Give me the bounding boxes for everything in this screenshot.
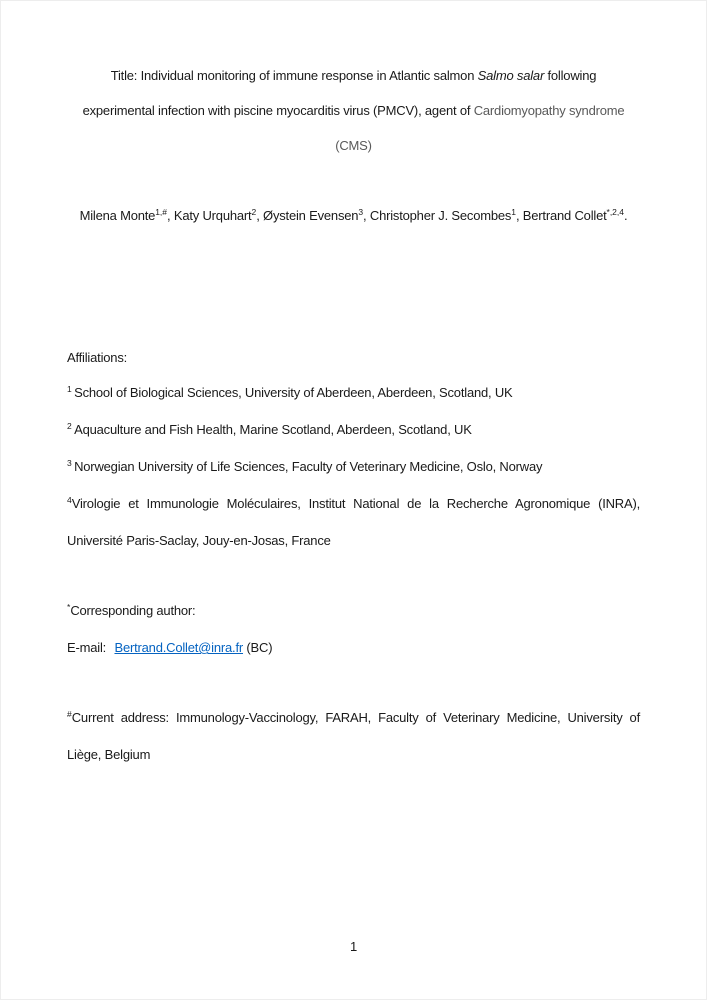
affiliation-number: 1 bbox=[67, 384, 75, 394]
species-latin-name: Salmo salar bbox=[477, 68, 545, 83]
current-address-line-2: Liège, Belgium bbox=[67, 747, 151, 762]
title-line-3: (CMS) bbox=[335, 138, 372, 153]
corresponding-author-label: Corresponding author: bbox=[70, 603, 196, 618]
author-separator: , bbox=[363, 208, 370, 223]
author-separator: , bbox=[515, 208, 523, 223]
affiliation-item-3 bbox=[67, 449, 640, 486]
email-suffix: (BC) bbox=[243, 640, 273, 655]
affiliation-item-1 bbox=[67, 375, 640, 412]
author-separator: , bbox=[256, 208, 264, 223]
affiliation-item-2 bbox=[67, 412, 640, 449]
hash-mark: # bbox=[67, 709, 72, 719]
affiliation-item-4-line-1 bbox=[67, 486, 640, 523]
affiliation-number: 4 bbox=[67, 495, 72, 505]
affiliation-text: Virologie et Immunologie Moléculaires, Institut National de la Recherche Agronomique (INRA), bbox=[71, 496, 640, 511]
affiliations-heading: Affiliations: bbox=[67, 350, 128, 365]
author-name: Christopher J. Secombes bbox=[369, 208, 512, 223]
author-name: Milena Monte bbox=[79, 208, 156, 223]
author-1 bbox=[80, 208, 174, 223]
title-line-1 bbox=[67, 58, 640, 93]
affiliation-text: School of Biological Sciences, University of Aberdeen, Aberdeen, Scotland, UK bbox=[74, 385, 513, 400]
title-text-pre: Title: Individual monitoring of immune response in Atlantic salmon bbox=[110, 68, 478, 83]
author-2 bbox=[174, 208, 263, 223]
asterisk-mark: * bbox=[67, 602, 71, 612]
author-affiliation-marks: 1,# bbox=[155, 207, 168, 217]
author-name: Bertrand Collet bbox=[522, 208, 607, 223]
author-separator: , bbox=[167, 208, 174, 223]
affiliation-item-4-line-2: Université Paris-Saclay, Jouy-en-Josas, France bbox=[67, 533, 331, 548]
title-text-black: experimental infection with piscine myocarditis virus (PMCV), agent of bbox=[82, 103, 474, 118]
affiliation-text: Aquaculture and Fish Health, Marine Scotland, Aberdeen, Scotland, UK bbox=[74, 422, 472, 437]
current-address-text: Current address: Immunology-Vaccinology, FARAH, Faculty of Veterinary Medicine, University of bbox=[71, 710, 640, 725]
affiliations-block bbox=[67, 340, 640, 558]
author-name: Katy Urquhart bbox=[173, 208, 252, 223]
affiliation-text: Norwegian University of Life Sciences, Faculty of Veterinary Medicine, Oslo, Norway bbox=[74, 459, 543, 474]
affiliation-number: 3 bbox=[67, 458, 75, 468]
authors-line bbox=[67, 198, 640, 235]
author-4 bbox=[370, 208, 523, 223]
email-link[interactable]: Bertrand.Collet@inra.fr bbox=[114, 640, 244, 655]
author-3 bbox=[263, 208, 370, 223]
email-line bbox=[67, 630, 640, 665]
title-text-post: following bbox=[544, 68, 597, 83]
title-block bbox=[67, 58, 640, 163]
corresponding-author-heading bbox=[67, 593, 640, 630]
author-5 bbox=[523, 208, 628, 223]
author-affiliation-marks: 2 bbox=[251, 207, 257, 217]
title-text-gray: Cardiomyopathy syndrome bbox=[473, 103, 625, 118]
email-label: E-mail: bbox=[67, 640, 110, 655]
current-address-line-1 bbox=[67, 700, 640, 737]
page-number: 1 bbox=[349, 939, 358, 954]
author-affiliation-marks: 3 bbox=[358, 207, 364, 217]
corresponding-author-block bbox=[67, 593, 640, 665]
title-line-2 bbox=[67, 93, 640, 128]
author-affiliation-marks: *,2,4 bbox=[606, 207, 625, 217]
current-address-block bbox=[67, 700, 640, 772]
author-affiliation-marks: 1 bbox=[511, 207, 516, 217]
author-separator: . bbox=[624, 208, 628, 223]
affiliation-number: 2 bbox=[67, 421, 75, 431]
author-name: Øystein Evensen bbox=[263, 208, 359, 223]
